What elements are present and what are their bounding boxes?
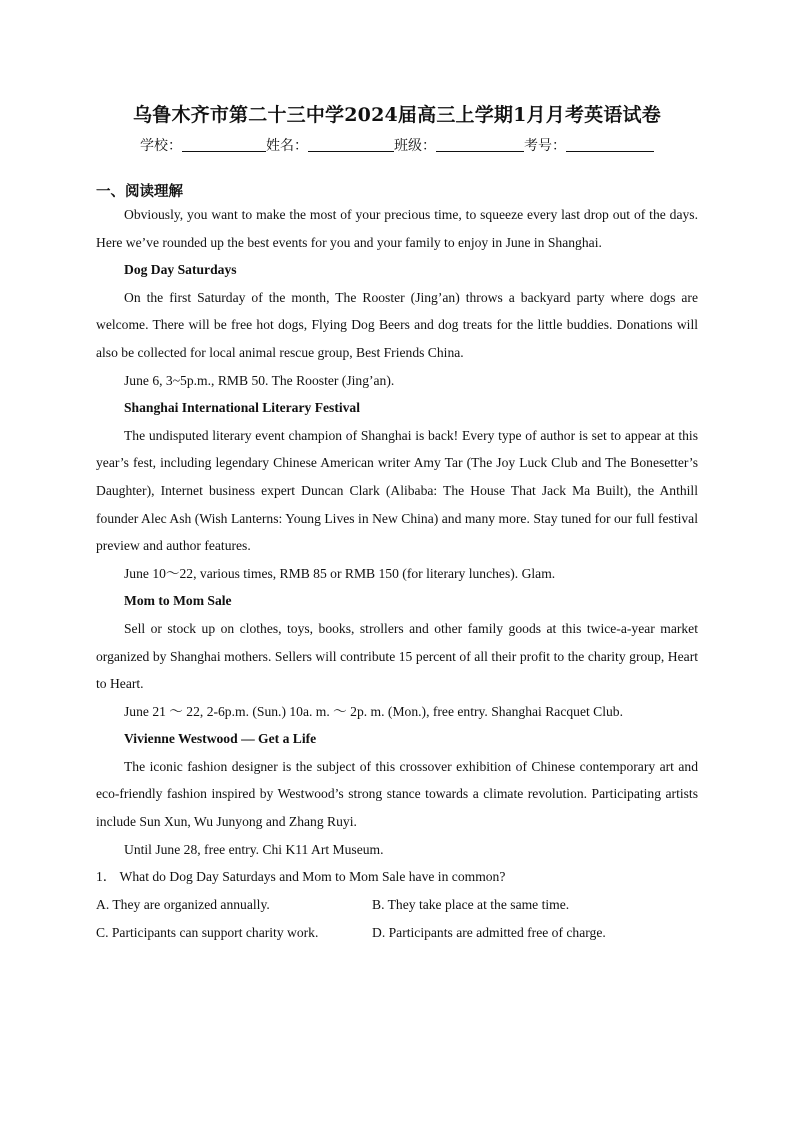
event-details: June 21 ～ 22, 2-6p.m. (Sun.) 10a. m. ～ 2p. m. (Mon.), free entry. Shanghai Racquet Club. — [124, 703, 623, 719]
question-number: 1． — [96, 869, 117, 885]
exam-title: 乌鲁木齐市第二十三中学2024届高三上学期1月月考英语试卷 — [133, 104, 661, 126]
event-description: The undisputed literary event champion of Shanghai is back! Every type of author is set to appear at this year’s fest, including legendary Chinese American writer Amy Tar (The Joy Luck Club and The Bonesetter’s Daughter), Internet business expert Duncan Clark (Alibaba: The House That Jack Ma Built), the Anthill founder Alec Ash (Wish Lanterns: Young Lives in New China) and many more. Stay tuned for our full festival preview and author features. — [96, 427, 698, 554]
section-title: 一、阅读理解 — [96, 184, 183, 200]
event-details: June 10～22, various times, RMB 85 or RMB 150 (for literary lunches). Glam. — [124, 565, 556, 581]
reading-passage — [96, 201, 698, 947]
school-label: 学校： — [140, 138, 182, 154]
passage-intro: Obviously, you want to make the most of your precious time, to squeeze every last drop out of the days. Here we’ve rounded up the best events for you and your family to enjoy in June in Shanghai. — [96, 207, 698, 250]
question-stem: What do Dog Day Saturdays and Mom to Mom Sale have in common? — [119, 869, 506, 885]
id-blank[interactable] — [566, 137, 654, 152]
event-description: The iconic fashion designer is the subject of this crossover exhibition of Chinese contemporary art and eco-friendly fashion inspired by Westwood’s strong stance towards a climate revolution. Participating artists include Sun Xun, Wu Junyong and Zhang Ruyi. — [96, 758, 698, 830]
option-a[interactable]: A. They are organized annually. — [96, 896, 270, 912]
name-label: 姓名： — [266, 138, 308, 154]
class-label: 班级： — [394, 138, 436, 154]
event-heading: Shanghai International Literary Festival — [124, 400, 361, 416]
options-row — [96, 919, 698, 947]
event-details: Until June 28, free entry. Chi K11 Art Museum. — [124, 841, 384, 857]
id-label: 考号： — [524, 138, 566, 154]
event-description: Sell or stock up on clothes, toys, books, strollers and other family goods at this twice-a-year market organized by Shanghai mothers. Sellers will contribute 15 percent of all their profit to the charity group, Heart to Heart. — [96, 620, 698, 692]
options-row — [96, 891, 698, 919]
option-d[interactable]: D. Participants are admitted free of charge. — [372, 924, 606, 940]
class-blank[interactable] — [436, 137, 524, 152]
event-description: On the first Saturday of the month, The Rooster (Jing’an) throws a backyard party where dogs are welcome. There will be free hot dogs, Flying Dog Beers and dog treats for the little buddies. Donations will also be collected for local animal rescue group, Best Friends China. — [96, 289, 698, 360]
event-heading: Mom to Mom Sale — [124, 593, 232, 609]
option-c[interactable]: C. Participants can support charity work. — [96, 924, 319, 940]
event-heading: Dog Day Saturdays — [124, 262, 237, 278]
event-heading: Vivienne Westwood — Get a Life — [124, 731, 317, 747]
question-stem-line — [96, 863, 698, 891]
name-blank[interactable] — [308, 137, 394, 152]
event-details: June 6, 3~5p.m., RMB 50. The Rooster (Jing’an). — [124, 372, 395, 388]
school-blank[interactable] — [182, 137, 266, 152]
student-info-line — [0, 135, 794, 155]
option-b[interactable]: B. They take place at the same time. — [372, 896, 570, 912]
